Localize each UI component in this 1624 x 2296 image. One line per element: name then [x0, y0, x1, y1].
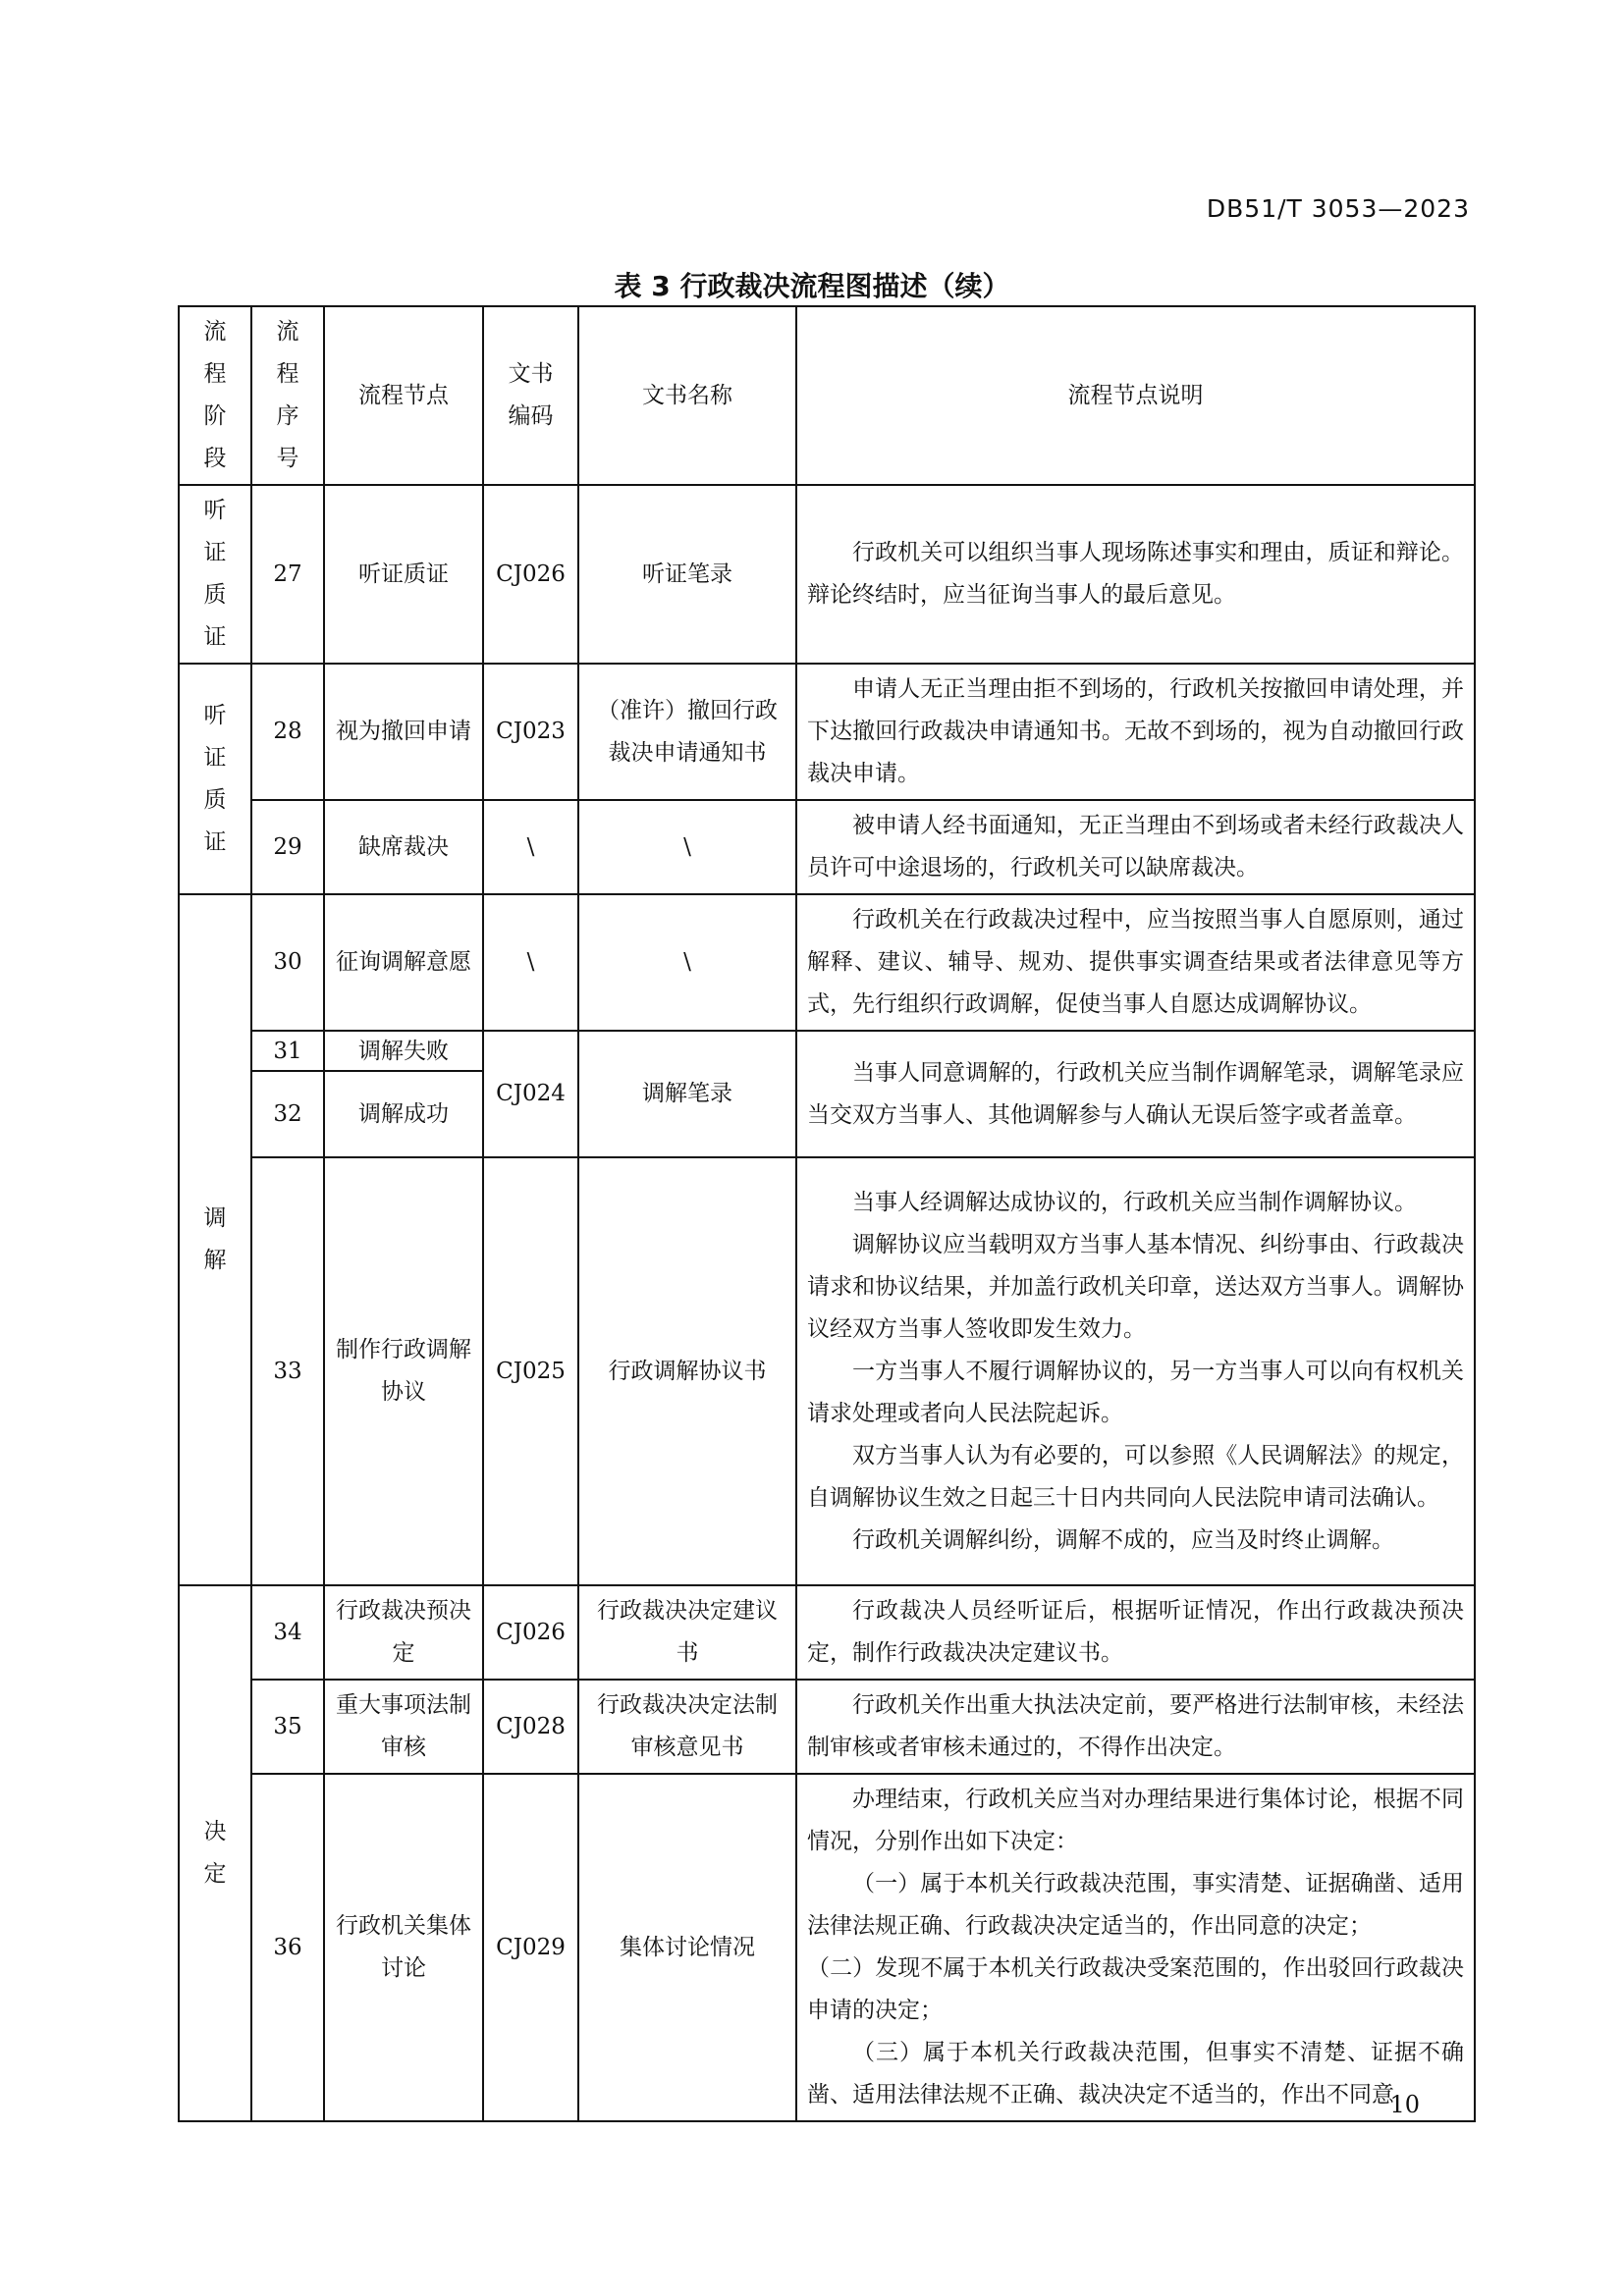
- stage-cell: 听证质证: [179, 485, 251, 664]
- header-desc: 流程节点说明: [796, 306, 1475, 485]
- doc-code-cell: \: [483, 800, 578, 894]
- seq-cell: 29: [251, 800, 324, 894]
- seq-cell: 35: [251, 1680, 324, 1774]
- stage-cell: 决定: [179, 1585, 251, 2121]
- standard-code: DB51/T 3053—2023: [1206, 194, 1470, 223]
- doc-code-cell: CJ025: [483, 1157, 578, 1585]
- flow-description-table: [178, 305, 1476, 2122]
- desc-cell: 行政机关作出重大执法决定前，要严格进行法制审核，未经法制审核或者审核未通过的，不得作出决定。: [796, 1680, 1475, 1774]
- doc-code-cell: CJ029: [483, 1774, 578, 2121]
- table-row: [179, 800, 1475, 894]
- desc-cell: 行政裁决人员经听证后，根据听证情况，作出行政裁决预决定，制作行政裁决决定建议书。: [796, 1585, 1475, 1680]
- doc-code-cell: CJ026: [483, 485, 578, 664]
- node-cell: 制作行政调解协议: [324, 1157, 483, 1585]
- doc-name-cell: 行政调解协议书: [578, 1157, 796, 1585]
- stage-cell: 调解: [179, 894, 251, 1585]
- header-stage: 流程阶段: [179, 306, 251, 485]
- desc-cell: 当事人同意调解的，行政机关应当制作调解笔录，调解笔录应当交双方当事人、其他调解参与人确认无误后签字或者盖章。: [796, 1031, 1475, 1157]
- stage-cell: 听证质证: [179, 664, 251, 894]
- node-cell: 调解成功: [324, 1071, 483, 1157]
- node-cell: 调解失败: [324, 1031, 483, 1071]
- doc-code-cell: CJ028: [483, 1680, 578, 1774]
- doc-name-cell: 集体讨论情况: [578, 1774, 796, 2121]
- node-cell: 行政机关集体讨论: [324, 1774, 483, 2121]
- node-cell: 重大事项法制审核: [324, 1680, 483, 1774]
- table-row: [179, 1157, 1475, 1585]
- desc-cell: 当事人经调解达成协议的，行政机关应当制作调解协议。 调解协议应当载明双方当事人基本情况、纠纷事由、行政裁决请求和协议结果，并加盖行政机关印章，送达双方当事人。调解协议经双方当事人签收即发生效力。 一方当事人不履行调解协议的，另一方当事人可以向有权机关请求处理或者向人民法院起诉。 双方当事人认为有必要的，可以参照《人民调解法》的规定，自调解协议生效之日起三十日内共同向人民法院申请司法确认。 行政机关调解纠纷，调解不成的，应当及时终止调解。: [796, 1157, 1475, 1585]
- node-cell: 视为撤回申请: [324, 664, 483, 800]
- table-row: [179, 1680, 1475, 1774]
- seq-cell: 33: [251, 1157, 324, 1585]
- doc-code-cell: CJ024: [483, 1031, 578, 1157]
- doc-code-cell: CJ023: [483, 664, 578, 800]
- doc-name-cell: 听证笔录: [578, 485, 796, 664]
- seq-cell: 31: [251, 1031, 324, 1071]
- seq-cell: 34: [251, 1585, 324, 1680]
- table-row: [179, 1031, 1475, 1071]
- doc-name-cell: 调解笔录: [578, 1031, 796, 1157]
- table-row: [179, 664, 1475, 800]
- seq-cell: 28: [251, 664, 324, 800]
- doc-name-cell: （准许）撤回行政裁决申请通知书: [578, 664, 796, 800]
- seq-cell: 36: [251, 1774, 324, 2121]
- node-cell: 听证质证: [324, 485, 483, 664]
- seq-cell: 30: [251, 894, 324, 1031]
- desc-cell: 行政机关可以组织当事人现场陈述事实和理由，质证和辩论。辩论终结时，应当征询当事人的最后意见。: [796, 485, 1475, 664]
- header-doc-code: 文书编码: [483, 306, 578, 485]
- table-header-row: [179, 306, 1475, 485]
- table-row: [179, 485, 1475, 664]
- table-row: [179, 1585, 1475, 1680]
- doc-code-cell: \: [483, 894, 578, 1031]
- doc-name-cell: 行政裁决决定法制审核意见书: [578, 1680, 796, 1774]
- desc-cell: 申请人无正当理由拒不到场的，行政机关按撤回申请处理，并下达撤回行政裁决申请通知书。无故不到场的，视为自动撤回行政裁决申请。: [796, 664, 1475, 800]
- table-row: [179, 894, 1475, 1031]
- table-title: 表 3 行政裁决流程图描述（续）: [614, 270, 1010, 302]
- desc-cell: 办理结束，行政机关应当对办理结果进行集体讨论，根据不同情况，分别作出如下决定： （一）属于本机关行政裁决范围，事实清楚、证据确凿、适用法律法规正确、行政裁决决定适当的，作出同意的决定； （二）发现不属于本机关行政裁决受案范围的，作出驳回行政裁决申请的决定； （三）属于本机关行政裁决范围，但事实不清楚、证据不确凿、适用法律法规不正确、裁决决定不适当的，作出不同意: [796, 1774, 1475, 2121]
- doc-name-cell: 行政裁决决定建议书: [578, 1585, 796, 1680]
- header-doc-name: 文书名称: [578, 306, 796, 485]
- seq-cell: 27: [251, 485, 324, 664]
- seq-cell: 32: [251, 1071, 324, 1157]
- header-seq: 流程序号: [251, 306, 324, 485]
- doc-code-cell: CJ026: [483, 1585, 578, 1680]
- node-cell: 行政裁决预决定: [324, 1585, 483, 1680]
- table-row: [179, 1774, 1475, 2121]
- doc-name-cell: \: [578, 894, 796, 1031]
- header-node: 流程节点: [324, 306, 483, 485]
- doc-name-cell: \: [578, 800, 796, 894]
- node-cell: 征询调解意愿: [324, 894, 483, 1031]
- desc-cell: 行政机关在行政裁决过程中，应当按照当事人自愿原则，通过解释、建议、辅导、规劝、提供事实调查结果或者法律意见等方式，先行组织行政调解，促使当事人自愿达成调解协议。: [796, 894, 1475, 1031]
- page-number: 10: [1389, 2091, 1420, 2118]
- desc-cell: 被申请人经书面通知，无正当理由不到场或者未经行政裁决人员许可中途退场的，行政机关可以缺席裁决。: [796, 800, 1475, 894]
- node-cell: 缺席裁决: [324, 800, 483, 894]
